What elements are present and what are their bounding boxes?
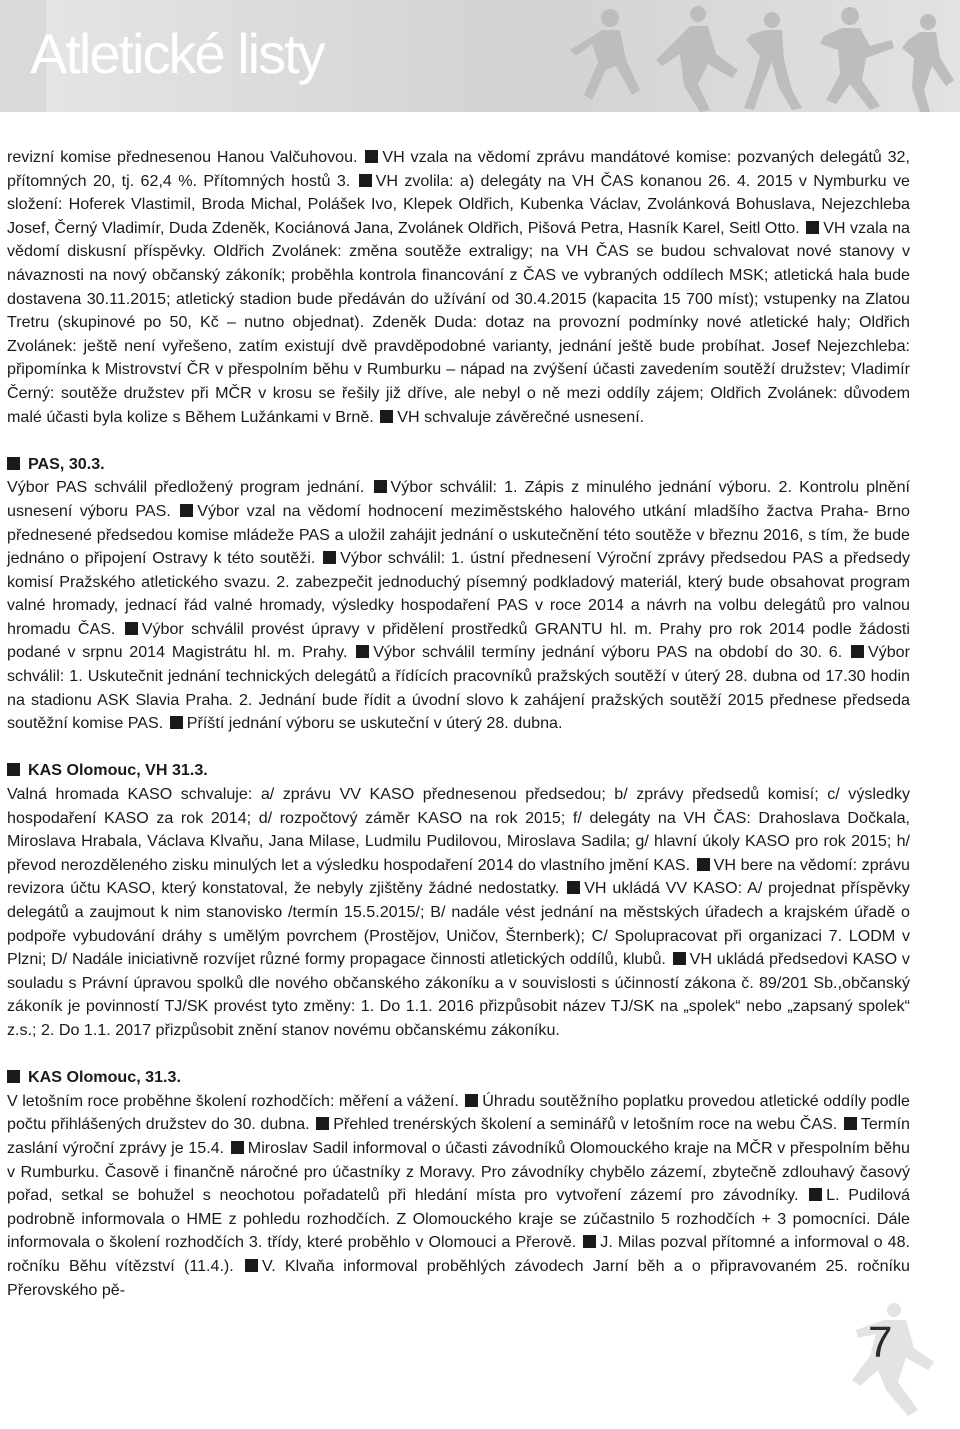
square-bullet-icon bbox=[465, 1094, 478, 1107]
square-bullet-icon bbox=[844, 1117, 857, 1130]
paragraph-segment: VH zvolila: a) delegáty na VH ČAS konanou 26. 4. 2015 v Nymburku ve složení: Hoferek Vlastimil, Broda Michal, Polášek Ivo, Klepek Oldřich, Kubenka Václav, Zvolánková Bohuslava, Nejezchleba Josef, Černý Vladimír, Duda Zdeněk, Kociánová Jana, Zvolánek Oldřich, Pišová Petra, Hasník Karel, Seitl Otto. bbox=[7, 171, 910, 237]
paragraph bbox=[7, 783, 910, 1043]
square-bullet-icon bbox=[7, 763, 20, 776]
square-bullet-icon bbox=[245, 1259, 258, 1272]
square-bullet-icon bbox=[380, 410, 393, 423]
square-bullet-icon bbox=[851, 645, 864, 658]
paragraph bbox=[7, 1090, 910, 1302]
paragraph-segment: VH vzala na vědomí diskusní příspěvky. Oldřich Zvolánek: změna soutěže extraligy; na VH ČAS se budou schvalovat nové stanovy v návaznosti na nový občanský zákoník; proběhla kontrola financování z ČAS ve vybraných oddílech MSK; atletická hala bude dostavena 30.11.2015; atletický stadion bude předáván do užívání od 30.4.2015 (kapacita 15 700 míst); vstupenky na Zlatou Tretru (skupinové po 50, Kč – nutno objednat). Zdeněk Duda: dotaz na provozní podmínky nové atletické haly; Oldřich Zvolánek: ještě není vyřešeno, zatím existují dvě pravděpodobné varianty, jednání ještě bude probíhat. Josef Nejezchleba: připomínka k Mistrovství ČR v přespolním běhu v Rumburku – nápad na zvýšení účasti zavedením soutěží družstev; Vladimír Černý: soutěže družstev při MČR v krosu se řešily již dříve, ale nebyl o ně mezi oddíly zájem; Oldřich Zvolánek: důvodem malé účasti byla kolize s Během Lužánkami v Brně. bbox=[7, 218, 910, 426]
square-bullet-icon bbox=[374, 480, 387, 493]
section-heading bbox=[7, 1066, 910, 1090]
athlete-silhouettes-icon bbox=[540, 0, 960, 112]
paragraph-segment: V. Klvaňa informoval proběhlých závodech Jarní běh a o připravovaném 25. ročníku Přerovského pě- bbox=[7, 1256, 910, 1299]
square-bullet-icon bbox=[125, 622, 138, 635]
section-gap bbox=[7, 1043, 910, 1067]
section-heading-text: PAS, 30.3. bbox=[28, 454, 105, 473]
square-bullet-icon bbox=[316, 1117, 329, 1130]
section-heading-text: KAS Olomouc, VH 31.3. bbox=[28, 761, 208, 780]
paragraph-segment: VH ukládá VV KASO: A/ projednat příspěvky delegátů a zaujmout k nim stanovisko /termín 15.5.2015/; B/ nadále vést jednání na městských úřadech a krajském úřadě o podpoře vybudování dráhy s umělým povrchem (Prostějov, Uničov, Šternberk); C/ Spolupracovat při organizaci 7. LODM v Plzni; D/ Nadále iniciativně rozvíjet různé formy propagace činnosti atletických oddílů, klubů. bbox=[7, 879, 910, 969]
paragraph bbox=[7, 146, 910, 429]
paragraph-segment: Výbor schválil termíny jednání výboru PAS na období do 30. 6. bbox=[373, 643, 843, 662]
paragraph-segment: J. Milas pozval přítomné a informoval o 48. ročníku Běhu vítězství (11.4.). bbox=[7, 1233, 911, 1275]
paragraph-segment: Příští jednání výboru se uskuteční v úterý 28. dubna. bbox=[186, 714, 563, 733]
square-bullet-icon bbox=[170, 716, 183, 729]
section-gap bbox=[7, 736, 910, 760]
square-bullet-icon bbox=[356, 645, 369, 658]
square-bullet-icon bbox=[809, 1188, 822, 1201]
paragraph-segment: Valná hromada KASO schvaluje: a/ zprávu VV KASO přednesenou předsedou; b/ zprávy předsedů komisí; c/ výsledky hospodaření KASO za rok 2014; d/ rozpočtový záměr KASO na rok 2015; f/ delegáty na VH ČAS: Drahoslava Dočkala, Miroslava Hrabala, Václava Klvaňu, Jana Milase, Ludmilu Pudilovou, Miroslava Sadila; g/ hlavní úkoly KASO pro rok 2015; h/ převod nerozděleného zisku minulých let a výsledku hospodaření 2014 do vlastního jmění KAS. bbox=[7, 785, 910, 874]
paragraph-segment: Výbor vzal na vědomí hodnocení meziměstského halového utkání mladšího žactva Praha- Brno přednesené předsedou komise mládeže PAS a uložil zahájit jednání o uskutečnění této soutěže v březnu 2016, s tím, že bude jednáno o připojení Ostravy k této soutěži. bbox=[7, 501, 910, 568]
square-bullet-icon bbox=[323, 551, 336, 564]
paragraph-segment: V letošním roce proběhne školení rozhodčích: měření a vážení. bbox=[7, 1091, 459, 1110]
square-bullet-icon bbox=[365, 150, 378, 163]
section-gap bbox=[7, 429, 910, 453]
section-heading bbox=[7, 759, 910, 783]
paragraph-segment: VH ukládá předsedovi KASO v souladu s Právní úpravou spolků dle nového občanského zákoníku a v souvislosti s účinností zákona č. 89/201 Sb.,občanský zákoník je povinností TJ/SK provést tyto změny: 1. Do 1.1. 2016 přizpůsobit název TJ/SK na „spolek“ nebo „zapsaný spolek“ z.s.; 2. Do 1.1. 2017 přizpůsobit znění stanov novému občanskému zákoníku. bbox=[7, 950, 910, 1039]
paragraph-segment: L. Pudilová podrobně informovala o HME z pohledu rozhodčích. Z Olomouckého kraje se zúčastnilo 5 rozhodčích + 3 pomocníci. Dále informovala o školení rozhodčích 3. třídy, které proběhlo v Olomouci a Přerově. bbox=[7, 1186, 910, 1252]
square-bullet-icon bbox=[567, 881, 580, 894]
paragraph-segment: Přehled trenérských školení a seminářů v letošním roce na webu ČAS. bbox=[333, 1115, 838, 1134]
paragraph-segment: Výbor schválil: 1. ústní přednesení Výroční zprávy předsedou PAS a předsedy komisí Pražského atletického svazu. 2. zabezpečit jednoduchý písemný podkladový materiál, který bude obsahovat program valné hromady, jednací řád valné hromady, výsledky hospodaření PAS v roce 2014 a návrh na volbu delegátů pro valnou hromadu ČAS. bbox=[7, 549, 910, 638]
square-bullet-icon bbox=[697, 858, 710, 871]
square-bullet-icon bbox=[673, 952, 686, 965]
paragraph-segment: Výbor schválil: 1. Zápis z minulého jednání výboru. 2. Kontrolu plnění usnesení výboru PAS. bbox=[7, 478, 911, 520]
paragraph-segment: Úhradu soutěžního poplatku provedou atletické oddíly podle počtu přihlášených družstev do 30. dubna. bbox=[7, 1091, 910, 1134]
paragraph-segment: Miroslav Sadil informoval o účasti závodníků Olomouckého kraje na MČR v přespolním běhu v Rumburku. Časově i finančně náročné pro účastníky z Moravy. Pro závodníky chybělo zázemí, zbytečně zdlouhavý časový pořad, setkal se bohužel s neochotou pořadatelů při hledání místa pro vytvoření zázemí pro závodníky. bbox=[7, 1138, 910, 1205]
paragraph-segment: VH vzala na vědomí zprávu mandátové komise: pozvaných delegátů 32, přítomných 20, tj. 62,4 %. Přítomných hostů 3. bbox=[7, 148, 910, 190]
paragraph-segment: Termín zaslání výroční zprávy je 15.4. bbox=[7, 1115, 910, 1157]
header-title: Atletické listy bbox=[30, 22, 324, 85]
page-number: 7 bbox=[868, 1318, 893, 1367]
section-heading-text: KAS Olomouc, 31.3. bbox=[28, 1068, 181, 1087]
square-bullet-icon bbox=[583, 1235, 596, 1248]
square-bullet-icon bbox=[7, 1070, 20, 1083]
paragraph-segment: VH bere na vědomí: zprávu revizora účtu KASO, který konstatoval, že nebyly zjištěny žádné nedostatky. bbox=[7, 855, 910, 898]
paragraph-segment: Výbor PAS schválil předložený program jednání. bbox=[7, 478, 365, 497]
section-heading bbox=[7, 453, 910, 477]
article-body bbox=[7, 146, 910, 1302]
paragraph-segment: Výbor schválil provést úpravy v přidělení prostředků GRANTU hl. m. Prahy pro rok 2014 podle žádosti podané v srpnu 2014 Magistrátu hl. m. Prahy. bbox=[7, 619, 910, 662]
square-bullet-icon bbox=[7, 457, 20, 470]
square-bullet-icon bbox=[180, 504, 193, 517]
square-bullet-icon bbox=[231, 1141, 244, 1154]
paragraph bbox=[7, 476, 910, 736]
paragraph-segment: VH schvaluje závěrečné usnesení. bbox=[397, 407, 645, 426]
paragraph-segment: Výbor schválil: 1. Uskutečnit jednání technických delegátů a řídících pracovníků pražských soutěží v úterý 28. dubna od 17.30 hodin na stadionu ASK Slavia Praha. 2. Jednání bude řídit a úvodní slovo k zahájení pražských soutěží 2015 přednese předseda soutěžní komise PAS. bbox=[7, 643, 910, 733]
paragraph-segment: revizní komise přednesenou Hanou Valčuhovou. bbox=[7, 148, 358, 166]
page-header bbox=[0, 0, 960, 112]
square-bullet-icon bbox=[359, 174, 372, 187]
square-bullet-icon bbox=[806, 221, 819, 234]
